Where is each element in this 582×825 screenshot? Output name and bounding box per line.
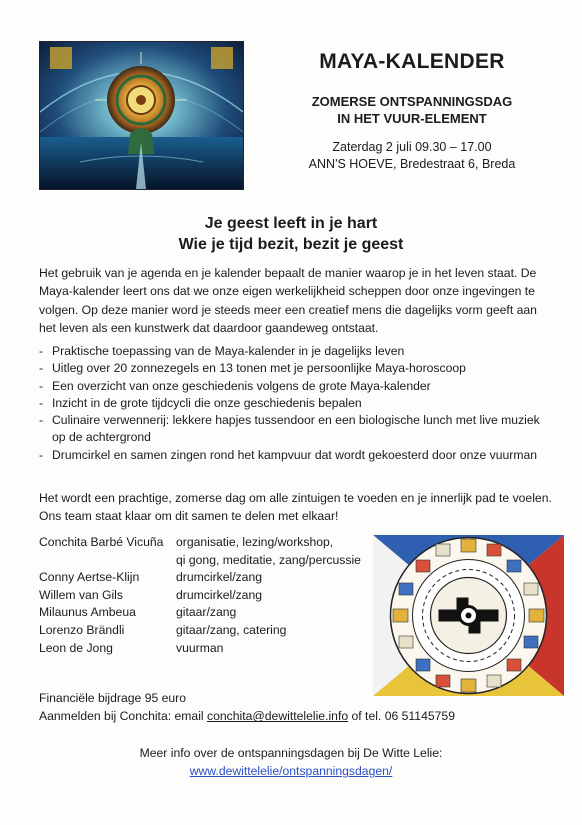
contribution-text: Financiële bijdrage 95 euro: [39, 691, 187, 705]
team-member-name: Willem van Gils: [39, 587, 123, 602]
motto-line-2: Wie je tijd bezit, bezit je geest: [178, 236, 404, 253]
team-member-name: Milaunus Ambeua: [39, 605, 136, 620]
motto: [0, 213, 582, 255]
list-item: - Uitleg over 20 zonnezegels en 13 tonen met je persoonlijke Maya-horoscoop: [39, 360, 554, 377]
header: [262, 50, 562, 173]
team-row: [39, 587, 369, 605]
list-item: - Culinaire verwennerij: lekkere hapjes tussendoor en een biologische lunch met live muziek op de achtergrond: [39, 412, 554, 447]
team-member-role: vuurman: [176, 640, 224, 655]
closing-paragraph: Het wordt een prachtige, zomerse dag om alle zintuigen te voeden en je innerlijk pad te voelen. Ons team staat klaar om dit samen te delen met elkaar!: [39, 491, 552, 524]
team-member-role: organisatie, lezing/workshop,: [176, 535, 334, 549]
more-info-text: Meer info over de ontspanningsdagen bij De Witte Lelie:: [139, 746, 443, 760]
list-item: - Inzicht in de grote tijdcycli die onze geschiedenis bepalen: [39, 395, 554, 412]
event-location: ANN'S HOEVE, Bredestraat 6, Breda: [308, 157, 516, 171]
maya-sun-artwork: [40, 42, 243, 189]
maya-calendar-image: [373, 535, 564, 696]
motto-line-1: Je geest leeft in je hart: [204, 215, 378, 232]
registration-info: [39, 689, 554, 726]
team-member-name: Conchita Barbé Vicuña: [39, 535, 164, 549]
register-prefix: Aanmelden bij Conchita: email: [39, 709, 208, 724]
event-subtitle: [262, 93, 562, 127]
team-member-name: Lorenzo Brändli: [39, 622, 125, 637]
team-row: [39, 534, 369, 552]
team-row: [39, 640, 369, 658]
hunab-ku-wheel: [373, 535, 564, 696]
list-item: - Praktische toepassing van de Maya-kalender in je dagelijks leven: [39, 343, 554, 360]
team-member-role: gitaar/zang: [176, 605, 237, 620]
intro-paragraph: Het gebruik van je agenda en je kalender bepaalt de manier waarop je in het leven staat. De Maya-kalender leert ons dat we onze eigen werkelijkheid scheppen door onze ingevingen te volgen. Op deze manier word je steeds meer een creatief mens die dagelijks vorm geeft aan het leven als een kunstwerk dat daardoor gaandeweg ontstaat.: [39, 266, 537, 336]
register-line: [39, 707, 554, 725]
email-link[interactable]: conchita@dewittelelie.info: [207, 709, 349, 724]
team-row: [39, 622, 369, 640]
list-item: - Drumcirkel en samen zingen rond het kampvuur dat wordt gekoesterd door onze vuurman: [39, 447, 554, 464]
register-suffix: of tel. 06 51145759: [348, 709, 455, 724]
team-member-role: drumcirkel/zang: [176, 587, 263, 602]
feature-list: [39, 343, 554, 464]
team-member-role: qi gong, meditatie, zang/percussie: [176, 552, 361, 567]
team-row: [39, 552, 369, 570]
more-info: [0, 744, 582, 781]
list-item: - Een overzicht van onze geschiedenis volgens de grote Maya-kalender: [39, 378, 554, 395]
team-row: [39, 569, 369, 587]
team-member-role: gitaar/zang, catering: [176, 622, 287, 637]
team-member-name: Leon de Jong: [39, 640, 113, 655]
team-list: [39, 534, 369, 657]
subtitle-line-2: IN HET VUUR-ELEMENT: [337, 111, 487, 126]
event-date: Zaterdag 2 juli 09.30 – 17.00: [332, 140, 492, 154]
team-row: [39, 604, 369, 622]
team-member-role: drumcirkel/zang: [176, 570, 263, 585]
team-member-name: [39, 552, 176, 570]
hero-image: [39, 41, 244, 190]
website-link[interactable]: www.dewittelelie/ontspanningsdagen/: [189, 764, 393, 779]
subtitle-line-1: ZOMERSE ONTSPANNINGSDAG: [311, 94, 513, 109]
page-title: MAYA-KALENDER: [319, 50, 505, 73]
team-member-name: Conny Aertse-Klijn: [39, 570, 140, 585]
